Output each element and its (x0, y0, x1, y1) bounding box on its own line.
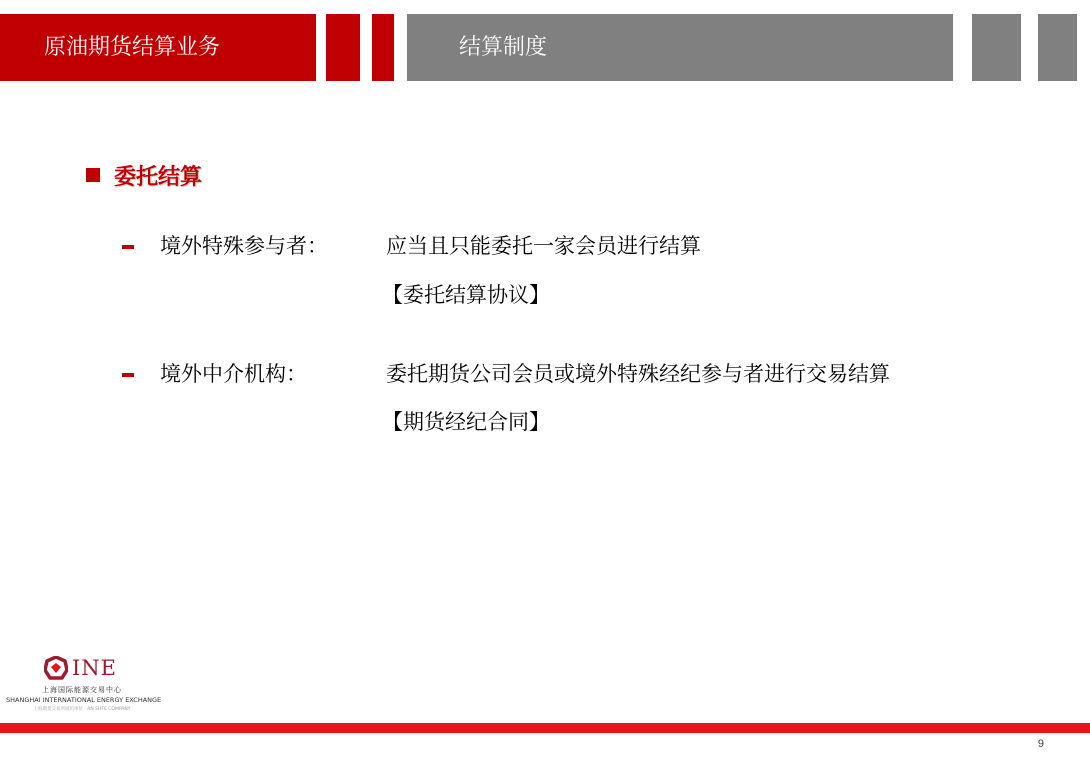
list-item (0, 230, 1090, 262)
logo-name: INE (72, 656, 117, 680)
logo-tagline: 上海期货交易所成员单位 · AN SHFE COMPANY (33, 707, 131, 712)
item-sub-note: 【期货经纪合同】 (382, 410, 550, 434)
header-gray-stripe-1 (972, 14, 1021, 81)
logo-en-name: SHANGHAI INTERNATIONAL ENERGY EXCHANGE (6, 696, 162, 704)
logo-mark (44, 654, 117, 682)
header-gray-stripe-2 (1038, 14, 1077, 81)
header-section-block (0, 14, 316, 81)
dash-bullet-icon (122, 245, 134, 249)
header-red-stripe-2 (372, 14, 394, 81)
dash-bullet-icon (122, 373, 134, 377)
page-number: 9 (1037, 738, 1044, 750)
item-sub-note: 【委托结算协议】 (382, 283, 550, 307)
section-title: 原油期货结算业务 (44, 35, 221, 60)
item-label: 境外中介机构： (160, 362, 307, 386)
item-value: 应当且只能委托一家会员进行结算 (386, 234, 701, 258)
ine-logo (6, 654, 162, 714)
content-heading (86, 160, 202, 190)
logo-cn-name: 上海国际能源交易中心 (42, 686, 122, 694)
header-red-stripe-1 (326, 14, 360, 81)
item-label: 境外特殊参与者： (160, 234, 328, 258)
header-title-block (407, 14, 953, 81)
footer-red-line (0, 723, 1090, 733)
list-item (0, 358, 1090, 390)
ine-emblem-icon (44, 656, 68, 680)
item-value: 委托期货公司会员或境外特殊经纪参与者进行交易结算 (386, 362, 890, 386)
square-bullet-icon (86, 168, 100, 182)
heading-text: 委托结算 (114, 164, 203, 190)
slide-title: 结算制度 (459, 35, 548, 60)
